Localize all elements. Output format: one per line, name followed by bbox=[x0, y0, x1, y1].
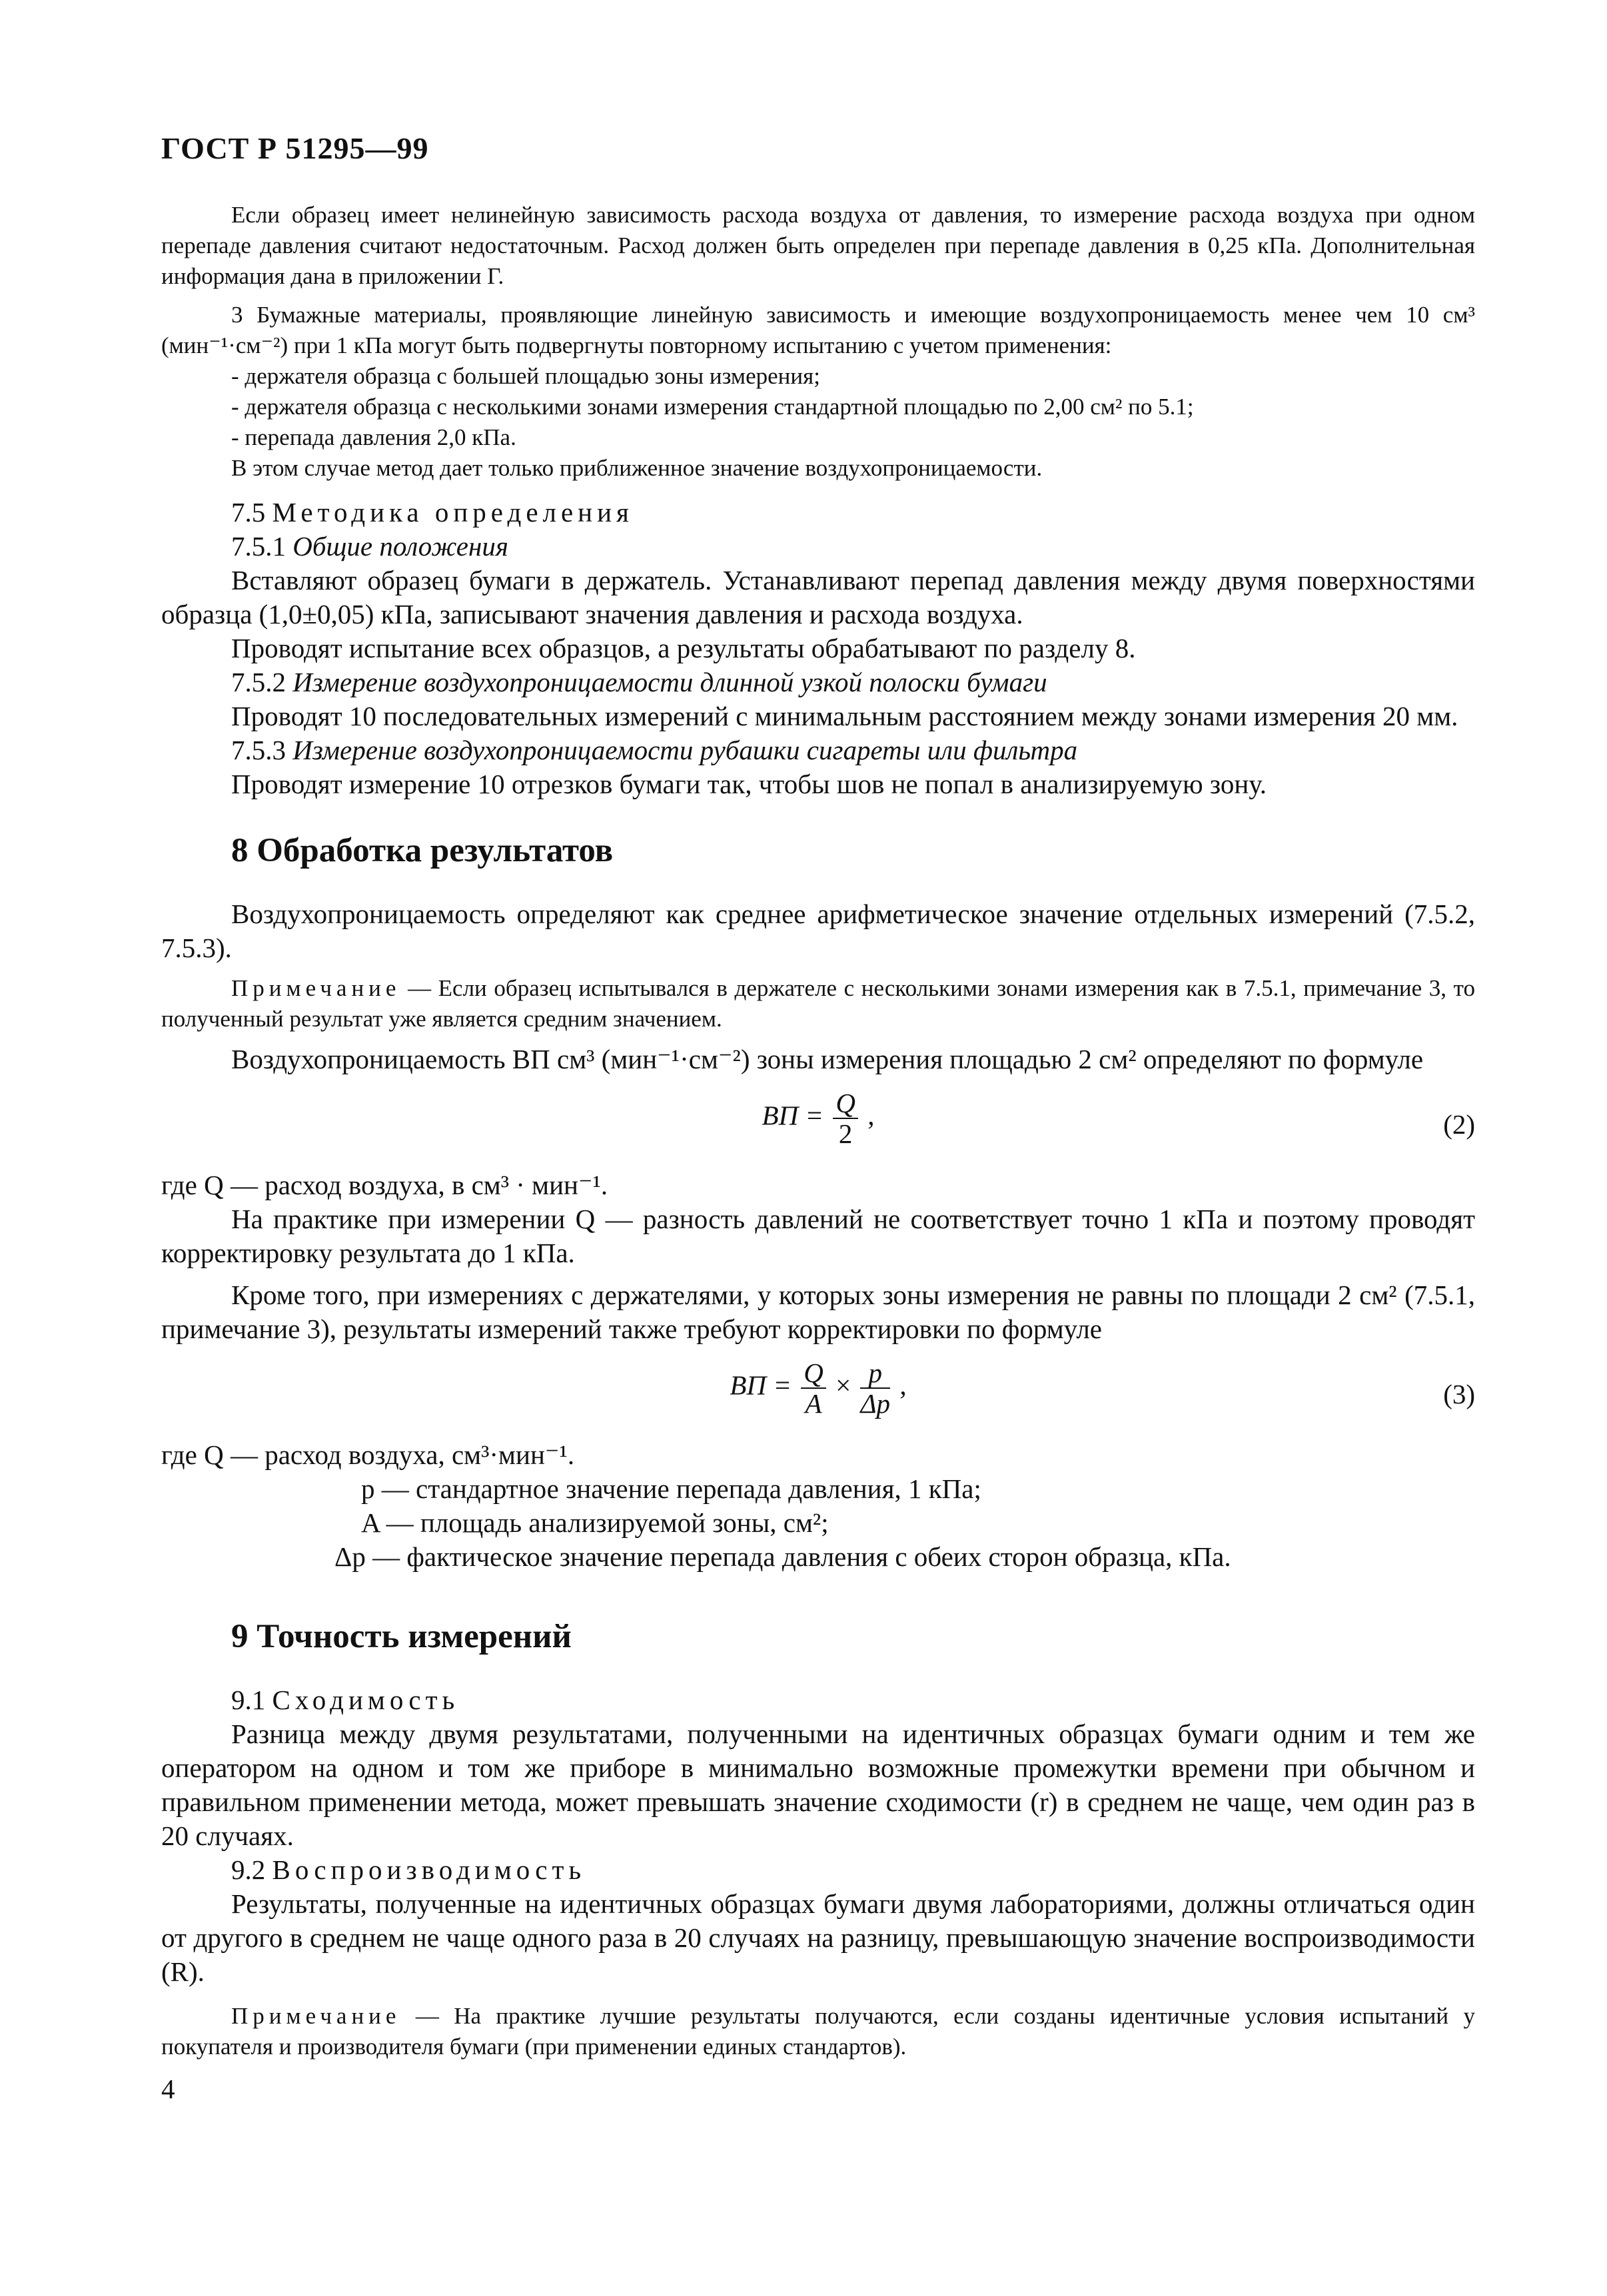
paragraph: Вставляют образец бумаги в держатель. Устанавливают перепад давления между двумя поверхностями образца (1,0±0,05) кПа, записывают значения давления и расхода воздуха. bbox=[161, 565, 1475, 629]
section-number: 9.1 bbox=[231, 1685, 266, 1715]
subsection-heading-7-5 bbox=[161, 496, 1475, 530]
fraction bbox=[860, 1358, 890, 1418]
list-item: - перепада давления 2,0 кПа. bbox=[231, 424, 516, 450]
note-text: — Если образец испытывался в держателе с несколькими зонами измерения как в 7.5.1, примечание 3, то полученный результат уже является средним значением. bbox=[161, 975, 1475, 1032]
variable-list bbox=[161, 1438, 1475, 1574]
page-content bbox=[161, 200, 1475, 2062]
subsection-heading-9-1 bbox=[161, 1683, 1475, 1717]
section-heading-8: 8 Обработка результатов bbox=[231, 832, 614, 869]
section-heading-9: 9 Точность измерений bbox=[231, 1618, 572, 1655]
variable-definition: Δp — фактическое значение перепада давления с обеих сторон образца, кПа. bbox=[334, 1541, 1231, 1572]
formula-2 bbox=[161, 1088, 1475, 1168]
paragraph: Если образец имеет нелинейную зависимость расхода воздуха от давления, то измерение расхода воздуха при одном перепаде давления считают недостаточным. Расход должен быть определен при перепаде давления в 0,25 кПа. Дополнительная информация дана в приложении Г. bbox=[161, 202, 1475, 289]
paragraph: На практике при измерении Q — разность давлений не соответствует точно 1 кПа и поэтому проводят корректировку результата до 1 кПа. bbox=[161, 1204, 1475, 1268]
numerator: Q bbox=[833, 1088, 858, 1119]
denominator: A bbox=[805, 1388, 822, 1419]
paragraph: Воздухопроницаемость ВП см³ (мин⁻¹·см⁻²) зоны измерения площадью 2 см² определяют по формуле bbox=[231, 1044, 1424, 1074]
paragraph: Разница между двумя результатами, полученными на идентичных образцах бумаги одним и тем же оператором на одном и том же приборе в минимально возможные промежутки времени при обычном и правильном применении метода, может превышать значение сходимости (r) в среднем не чаще, чем один раз в 20 случаях. bbox=[161, 1719, 1475, 1851]
formula-tail: , bbox=[867, 1100, 875, 1131]
multiply-sign: × bbox=[835, 1369, 851, 1401]
formula-3 bbox=[161, 1358, 1475, 1438]
variable-definition: где Q — расход воздуха, в см³ · мин⁻¹. bbox=[161, 1170, 608, 1200]
list-item: - держателя образца с большей площадью зоны измерения; bbox=[231, 363, 820, 389]
subsection-heading-7-5-1 bbox=[161, 530, 1475, 564]
note bbox=[161, 2001, 1475, 2062]
section-title: Измерение воздухопроницаемости рубашки сигареты или фильтра bbox=[292, 735, 1078, 765]
variable-definition: A — площадь анализируемой зоны, см²; bbox=[361, 1507, 829, 1538]
numerator: Q bbox=[801, 1358, 826, 1389]
subsection-heading-7-5-2 bbox=[161, 665, 1475, 699]
section-number: 7.5.1 bbox=[231, 531, 286, 562]
document-header: ГОСТ Р 51295—99 bbox=[161, 131, 429, 165]
denominator: 2 bbox=[838, 1118, 853, 1149]
paragraph: В этом случае метод дает только приближенное значение воздухопроницаемости. bbox=[231, 455, 1043, 481]
section-title: Воспроизводимость bbox=[272, 1854, 586, 1885]
fraction bbox=[801, 1358, 826, 1418]
section-number: 7.5.2 bbox=[231, 667, 286, 697]
formula-number: (2) bbox=[1443, 1109, 1475, 1140]
section-number: 7.5.3 bbox=[231, 735, 286, 765]
paragraph: Проводят 10 последовательных измерений с минимальным расстоянием между зонами измерения 20 мм. bbox=[231, 701, 1458, 731]
note bbox=[161, 973, 1475, 1034]
formula-number: (3) bbox=[1443, 1379, 1475, 1409]
note-text: — На практике лучшие результаты получаются, если созданы идентичные условия испытаний у покупателя и производителя бумаги (при применении единых стандартов). bbox=[161, 2003, 1475, 2060]
paragraph: Проводят испытание всех образцов, а результаты обрабатывают по разделу 8. bbox=[231, 633, 1136, 663]
section-title: Общие положения bbox=[292, 531, 508, 562]
section-title: Измерение воздухопроницаемости длинной узкой полоски бумаги bbox=[292, 667, 1047, 697]
numerator: p bbox=[860, 1358, 890, 1389]
page-number: 4 bbox=[161, 2074, 175, 2104]
variable-definition: где Q — расход воздуха, см³·мин⁻¹. bbox=[161, 1439, 575, 1470]
section-number: 9.2 bbox=[231, 1854, 266, 1885]
section-number: 7.5 bbox=[231, 497, 266, 528]
paragraph: Воздухопроницаемость определяют как среднее арифметическое значение отдельных измерений (7.5.2, 7.5.3). bbox=[161, 899, 1475, 963]
paragraph: Результаты, полученные на идентичных образцах бумаги двумя лабораториями, должны отличаться один от другого в среднем не чаще одного раза в 20 случаях на разницу, превышающую значение воспроизводимости (R). bbox=[161, 1888, 1475, 1987]
denominator: Δp bbox=[860, 1388, 891, 1419]
note-label: Примечание bbox=[231, 975, 401, 1001]
paragraph: Проводят измерение 10 отрезков бумаги так, чтобы шов не попал в анализируемую зону. bbox=[231, 769, 1267, 799]
note-item-3: 3 Бумажные материалы, проявляющие линейную зависимость и имеющие воздухопроницаемость менее чем 10 см³ (мин⁻¹·см⁻²) при 1 кПа могут быть подвергнуты повторному испытанию с учетом применения: bbox=[161, 302, 1475, 358]
fraction bbox=[833, 1088, 858, 1148]
formula-tail: , bbox=[899, 1369, 907, 1401]
variable-definition: p — стандартное значение перепада давления, 1 кПа; bbox=[361, 1473, 981, 1504]
section-title: Сходимость bbox=[272, 1685, 460, 1715]
formula-lhs: ВП = bbox=[730, 1369, 792, 1401]
paragraph: Кроме того, при измерениях с держателями, у которых зоны измерения не равны по площади 2 см² (7.5.1, примечание 3), результаты измерений также требуют корректировки по формуле bbox=[161, 1280, 1475, 1344]
subsection-heading-9-2 bbox=[161, 1853, 1475, 1887]
formula-lhs: ВП = bbox=[762, 1100, 824, 1131]
subsection-heading-7-5-3 bbox=[161, 733, 1475, 767]
list-item: - держателя образца с несколькими зонами измерения стандартной площадью по 2,00 см² по 5.1; bbox=[231, 394, 1194, 420]
note-label: Примечание bbox=[231, 2003, 401, 2029]
section-title: Методика определения bbox=[272, 497, 634, 528]
